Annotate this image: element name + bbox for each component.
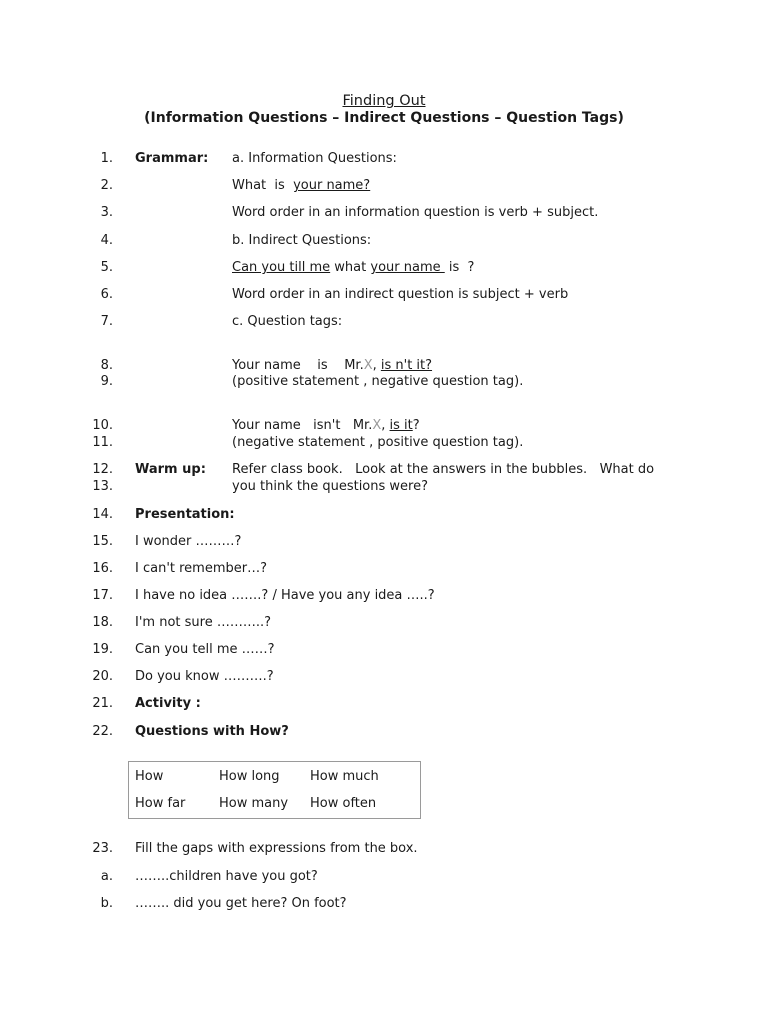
- underlined-text: your name: [370, 260, 445, 275]
- item-text: …….. did you get here? On foot?: [135, 896, 347, 911]
- item-text: Word order in an information question is verb + subject.: [232, 205, 599, 220]
- underlined-text: is n't it?: [380, 358, 433, 373]
- item-text: Can you tell me ……?: [135, 642, 275, 657]
- item-number: 23.: [92, 841, 113, 856]
- box-cell: How: [135, 769, 164, 784]
- list-item: [0, 614, 768, 631]
- list-item: [0, 204, 768, 221]
- item-text: I'm not sure ………..?: [135, 615, 271, 630]
- item-text: I wonder ………?: [135, 534, 242, 549]
- box-cell: How much: [310, 769, 379, 784]
- item-text: [232, 357, 432, 374]
- item-text: (positive statement , negative question tag).: [232, 374, 524, 389]
- item-number: 15.: [92, 534, 113, 549]
- text-fragment: ,: [381, 418, 390, 433]
- list-item: [0, 868, 768, 885]
- item-text: ……..children have you got?: [135, 869, 318, 884]
- underlined-text: is it: [389, 418, 413, 433]
- page-title: Finding Out: [342, 93, 426, 109]
- text-fragment: what: [330, 260, 371, 275]
- item-text: (negative statement , positive question tag).: [232, 435, 524, 450]
- list-item: [0, 150, 768, 167]
- page-subtitle: (Information Questions – Indirect Questions – Question Tags): [144, 110, 624, 126]
- list-item: [0, 232, 768, 249]
- underlined-text: your name?: [293, 178, 371, 193]
- item-number: 18.: [92, 615, 113, 630]
- text-fragment: X: [372, 418, 382, 433]
- item-number: 21.: [92, 696, 113, 711]
- section-label-questions-with-how: Questions with How?: [135, 724, 289, 739]
- underlined-text: Can you till me: [232, 260, 331, 275]
- list-item: [0, 723, 768, 740]
- item-number: 17.: [92, 588, 113, 603]
- list-item: [0, 313, 768, 330]
- section-label-activity: Activity :: [135, 696, 201, 711]
- item-text: Refer class book. Look at the answers in the bubbles. What do: [232, 462, 655, 477]
- item-number: 1.: [100, 151, 113, 166]
- list-item: [0, 417, 768, 434]
- box-cell: How often: [310, 796, 377, 811]
- list-item: [0, 587, 768, 604]
- item-text: [232, 259, 474, 276]
- box-cell: How many: [219, 796, 289, 811]
- list-item: [0, 895, 768, 912]
- item-text: a. Information Questions:: [232, 151, 397, 166]
- item-number: 22.: [92, 724, 113, 739]
- item-number: 11.: [92, 435, 113, 450]
- item-number: 14.: [92, 507, 113, 522]
- text-fragment: Your name isn't Mr.: [232, 418, 373, 433]
- item-number: 6.: [100, 287, 113, 302]
- text-fragment: ?: [412, 418, 420, 433]
- section-label-presentation: Presentation:: [135, 507, 235, 522]
- list-item: [0, 506, 768, 523]
- list-item: [0, 461, 768, 478]
- list-item: [0, 560, 768, 577]
- list-item: [0, 357, 768, 374]
- item-text: b. Indirect Questions:: [232, 233, 372, 248]
- item-text: I have no idea …….? / Have you any idea …..?: [135, 588, 435, 603]
- list-item: [0, 286, 768, 303]
- item-number: 13.: [92, 479, 113, 494]
- item-number: 20.: [92, 669, 113, 684]
- how-expressions-box: [128, 761, 421, 819]
- text-fragment: X: [363, 358, 373, 373]
- list-item: [0, 840, 768, 857]
- section-label-grammar: Grammar:: [135, 151, 209, 166]
- list-item: [0, 641, 768, 658]
- section-label-warm-up: Warm up:: [135, 462, 206, 477]
- item-number: 4.: [100, 233, 113, 248]
- list-item: [0, 668, 768, 685]
- text-fragment: ,: [372, 358, 381, 373]
- text-fragment: What is: [232, 178, 294, 193]
- item-letter: a.: [100, 869, 113, 884]
- box-cell: How long: [219, 769, 280, 784]
- list-item: [0, 533, 768, 550]
- item-letter: b.: [100, 896, 113, 911]
- list-item: [0, 434, 768, 451]
- item-number: 5.: [100, 260, 113, 275]
- list-item: [0, 177, 768, 194]
- item-text: you think the questions were?: [232, 479, 428, 494]
- item-number: 2.: [100, 178, 113, 193]
- item-number: 7.: [100, 314, 113, 329]
- item-text: c. Question tags:: [232, 314, 343, 329]
- item-text: I can't remember…?: [135, 561, 267, 576]
- text-fragment: Your name is Mr.: [232, 358, 364, 373]
- item-number: 19.: [92, 642, 113, 657]
- item-text: [232, 417, 420, 434]
- box-cell: How far: [135, 796, 186, 811]
- list-item: [0, 259, 768, 276]
- item-number: 3.: [100, 205, 113, 220]
- item-text: Fill the gaps with expressions from the box.: [135, 841, 418, 856]
- text-fragment: is ?: [444, 260, 475, 275]
- list-item: [0, 695, 768, 712]
- item-number: 12.: [92, 462, 113, 477]
- item-number: 8.: [100, 358, 113, 373]
- item-text: Do you know ……….?: [135, 669, 274, 684]
- item-number: 16.: [92, 561, 113, 576]
- list-item: [0, 373, 768, 390]
- item-number: 10.: [92, 418, 113, 433]
- item-text: Word order in an indirect question is subject + verb: [232, 287, 569, 302]
- item-text: [232, 177, 370, 194]
- item-number: 9.: [100, 374, 113, 389]
- list-item: [0, 478, 768, 495]
